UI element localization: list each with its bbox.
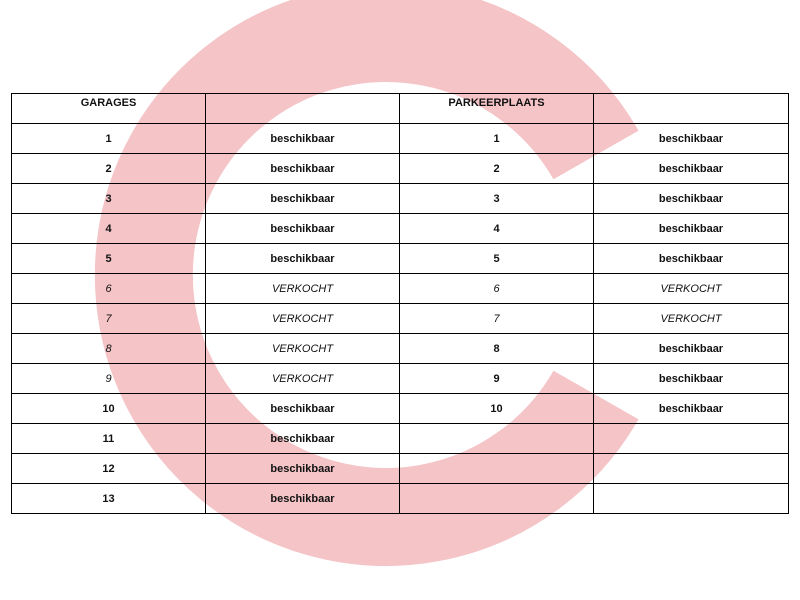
parking-number-cell: 7 [400,304,594,334]
parking-number-cell: 8 [400,334,594,364]
garage-status-cell: beschikbaar [206,484,400,514]
parking-number-cell [400,484,594,514]
availability-table [11,93,789,514]
parking-status-cell: beschikbaar [594,244,789,274]
garage-number-cell: 4 [12,214,206,244]
table-row [12,424,789,454]
garage-status-cell: beschikbaar [206,394,400,424]
garage-number-cell: 6 [12,274,206,304]
table-row [12,274,789,304]
garage-number-cell: 9 [12,364,206,394]
table-row [12,394,789,424]
parking-status-cell: beschikbaar [594,184,789,214]
parking-status-cell: beschikbaar [594,394,789,424]
parking-number-cell: 3 [400,184,594,214]
garage-status-cell: beschikbaar [206,244,400,274]
parking-status-cell [594,454,789,484]
table-row [12,154,789,184]
garage-status-cell: VERKOCHT [206,304,400,334]
table-row [12,484,789,514]
parking-number-cell: 4 [400,214,594,244]
table-row [12,454,789,484]
garage-number-cell: 2 [12,154,206,184]
parking-number-cell: 9 [400,364,594,394]
parking-status-cell [594,424,789,454]
parking-heading: PARKEERPLAATS [400,94,594,124]
parking-number-cell: 1 [400,124,594,154]
garage-status-cell: beschikbaar [206,454,400,484]
table-row [12,304,789,334]
table-row [12,184,789,214]
garage-number-cell: 8 [12,334,206,364]
garage-status-cell: beschikbaar [206,214,400,244]
parking-status-cell: beschikbaar [594,334,789,364]
garage-status-cell: beschikbaar [206,154,400,184]
garage-status-cell: VERKOCHT [206,334,400,364]
table-row [12,244,789,274]
garage-number-cell: 7 [12,304,206,334]
parking-status-cell: VERKOCHT [594,274,789,304]
garage-status-cell: beschikbaar [206,124,400,154]
table-row [12,334,789,364]
header-empty-cell [594,94,789,124]
parking-status-cell: VERKOCHT [594,304,789,334]
garage-number-cell: 11 [12,424,206,454]
garages-heading: GARAGES [12,94,206,124]
garage-number-cell: 3 [12,184,206,214]
parking-number-cell [400,454,594,484]
parking-status-cell: beschikbaar [594,154,789,184]
parking-status-cell [594,484,789,514]
table-header-row [12,94,789,124]
garage-status-cell: beschikbaar [206,184,400,214]
parking-number-cell: 2 [400,154,594,184]
garage-number-cell: 5 [12,244,206,274]
parking-number-cell: 5 [400,244,594,274]
garage-number-cell: 1 [12,124,206,154]
table-row [12,214,789,244]
garage-status-cell: beschikbaar [206,424,400,454]
parking-number-cell: 6 [400,274,594,304]
parking-status-cell: beschikbaar [594,364,789,394]
table-body [12,94,789,514]
parking-number-cell [400,424,594,454]
parking-status-cell: beschikbaar [594,214,789,244]
parking-number-cell: 10 [400,394,594,424]
garage-status-cell: VERKOCHT [206,274,400,304]
header-empty-cell [206,94,400,124]
garage-number-cell: 13 [12,484,206,514]
table-row [12,364,789,394]
table-row [12,124,789,154]
parking-status-cell: beschikbaar [594,124,789,154]
garage-number-cell: 12 [12,454,206,484]
garage-status-cell: VERKOCHT [206,364,400,394]
garage-number-cell: 10 [12,394,206,424]
